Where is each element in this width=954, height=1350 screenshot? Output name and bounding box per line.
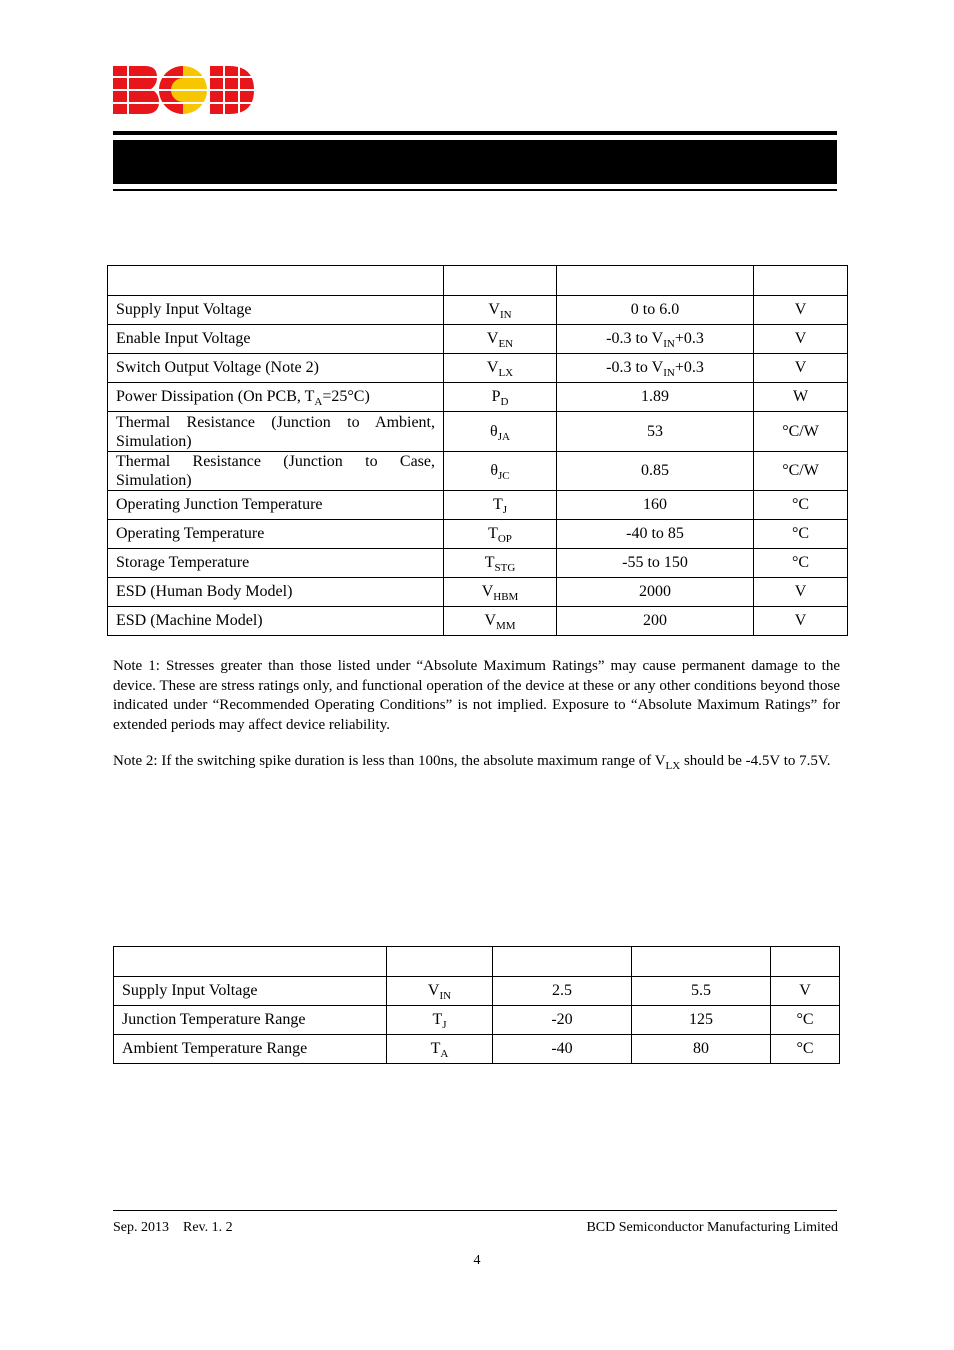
- header-title-bar: [113, 140, 837, 184]
- symbol-cell: $\theta_{JC}$: [444, 452, 557, 491]
- symbol-cell: $T_{STG}$: [444, 549, 557, 578]
- footer-revision: Rev. 1. 2: [183, 1220, 233, 1235]
- parameter-cell: Supply Input Voltage: [114, 977, 387, 1006]
- rating-cell: -0.3 to $V_{IN}+0.3$: [557, 325, 754, 354]
- symbol-cell: $\theta_{JA}$: [444, 412, 557, 452]
- header-cell: [444, 266, 557, 296]
- parameter-cell: Operating Temperature: [108, 520, 444, 549]
- parameter-cell: ESD (Machine Model): [108, 607, 444, 636]
- header-cell: [108, 266, 444, 296]
- footer-date: Sep. 2013: [113, 1220, 169, 1235]
- symbol-cell: $V_{IN}$: [444, 296, 557, 325]
- unit-cell: V: [754, 325, 848, 354]
- parameter-cell: Power Dissipation (On PCB, $T_A=25^\circ C$): [108, 383, 444, 412]
- min-cell: -20: [493, 1006, 632, 1035]
- table-row: [108, 491, 848, 520]
- symbol-cell: $V_{IN}$: [387, 977, 493, 1006]
- parameter-cell: Enable Input Voltage: [108, 325, 444, 354]
- table-row: [108, 325, 848, 354]
- max-cell: 125: [632, 1006, 771, 1035]
- header-cell: [114, 947, 387, 977]
- table-row: [108, 549, 848, 578]
- page-number: 4: [473, 1253, 481, 1268]
- unit-cell: V: [754, 578, 848, 607]
- rating-cell: -0.3 to $V_{IN}+0.3$: [557, 354, 754, 383]
- footer-date-revision: [113, 1220, 233, 1236]
- parameter-cell: Supply Input Voltage: [108, 296, 444, 325]
- rating-cell: -55 to 150: [557, 549, 754, 578]
- rating-cell: 0 to 6.0: [557, 296, 754, 325]
- table-row: [108, 412, 848, 452]
- parameter-cell: Storage Temperature: [108, 549, 444, 578]
- unit-cell: °C: [754, 520, 848, 549]
- rating-cell: 160: [557, 491, 754, 520]
- unit-cell: °C/W: [754, 412, 848, 452]
- header-rule-top: [113, 131, 837, 135]
- table-header-row: [114, 947, 840, 977]
- note-2: Note 2: If the switching spike duration is less than 100ns, the absolute maximum range of $V_{LX}$ should be -4.5V to 7.5V.: [113, 753, 831, 772]
- unit-cell: °C: [754, 491, 848, 520]
- rating-cell: 200: [557, 607, 754, 636]
- table-row: [108, 296, 848, 325]
- symbol-cell: $V_{MM}$: [444, 607, 557, 636]
- symbol-cell: $T_J$: [387, 1006, 493, 1035]
- header-cell: [771, 947, 840, 977]
- symbol-cell: $V_{EN}$: [444, 325, 557, 354]
- parameter-cell: Junction Temperature Range: [114, 1006, 387, 1035]
- symbol-cell: $T_J$: [444, 491, 557, 520]
- unit-cell: V: [754, 607, 848, 636]
- parameter-cell: Operating Junction Temperature: [108, 491, 444, 520]
- parameter-cell: ESD (Human Body Model): [108, 578, 444, 607]
- parameter-cell: Thermal Resistance (Junction to Case, Simulation): [108, 452, 444, 491]
- rating-cell: -40 to 85: [557, 520, 754, 549]
- table-row: [114, 977, 840, 1006]
- rating-cell: 53: [557, 412, 754, 452]
- unit-cell: V: [754, 296, 848, 325]
- header-cell: [387, 947, 493, 977]
- table-row: [114, 1006, 840, 1035]
- footer-company: BCD Semiconductor Manufacturing Limited: [586, 1220, 838, 1235]
- unit-cell: °C: [771, 1035, 840, 1064]
- rating-cell: 0.85: [557, 452, 754, 491]
- header-rule-bottom: [113, 189, 837, 191]
- symbol-cell: $V_{LX}$: [444, 354, 557, 383]
- parameter-cell: Thermal Resistance (Junction to Ambient, Simulation): [108, 412, 444, 452]
- symbol-cell: $T_{OP}$: [444, 520, 557, 549]
- table-row: [108, 607, 848, 636]
- table-row: [108, 520, 848, 549]
- min-cell: -40: [493, 1035, 632, 1064]
- table-header-row: [108, 266, 848, 296]
- footer-rule: [113, 1210, 837, 1211]
- parameter-cell: Switch Output Voltage (Note 2): [108, 354, 444, 383]
- unit-cell: °C: [754, 549, 848, 578]
- unit-cell: °C/W: [754, 452, 848, 491]
- unit-cell: V: [771, 977, 840, 1006]
- absolute-maximum-ratings-table: [107, 265, 848, 636]
- note-1: Note 1: Stresses greater than those listed under “Absolute Maximum Ratings” may cause permanent damage to the device. These are stress ratings only, and functional operation of the device at these or any other conditions beyond those indicated under “Recommended Operating Conditions” is not implied. Exposure to “Absolute Maximum Ratings” for extended periods may affect device reliability.: [113, 658, 840, 733]
- symbol-cell: $P_D$: [444, 383, 557, 412]
- table-row: [108, 578, 848, 607]
- symbol-cell: $T_A$: [387, 1035, 493, 1064]
- parameter-cell: Ambient Temperature Range: [114, 1035, 387, 1064]
- header-cell: [754, 266, 848, 296]
- unit-cell: °C: [771, 1006, 840, 1035]
- bcd-logo: [113, 66, 254, 114]
- unit-cell: V: [754, 354, 848, 383]
- table-row: [108, 354, 848, 383]
- max-cell: 80: [632, 1035, 771, 1064]
- table-row: [108, 452, 848, 491]
- min-cell: 2.5: [493, 977, 632, 1006]
- rating-cell: 2000: [557, 578, 754, 607]
- unit-cell: W: [754, 383, 848, 412]
- max-cell: 5.5: [632, 977, 771, 1006]
- rating-cell: 1.89: [557, 383, 754, 412]
- header-cell: [493, 947, 632, 977]
- recommended-operating-conditions-table: [113, 946, 840, 1064]
- symbol-cell: $V_{HBM}$: [444, 578, 557, 607]
- header-cell: [557, 266, 754, 296]
- table-row: [108, 383, 848, 412]
- header-cell: [632, 947, 771, 977]
- table-row: [114, 1035, 840, 1064]
